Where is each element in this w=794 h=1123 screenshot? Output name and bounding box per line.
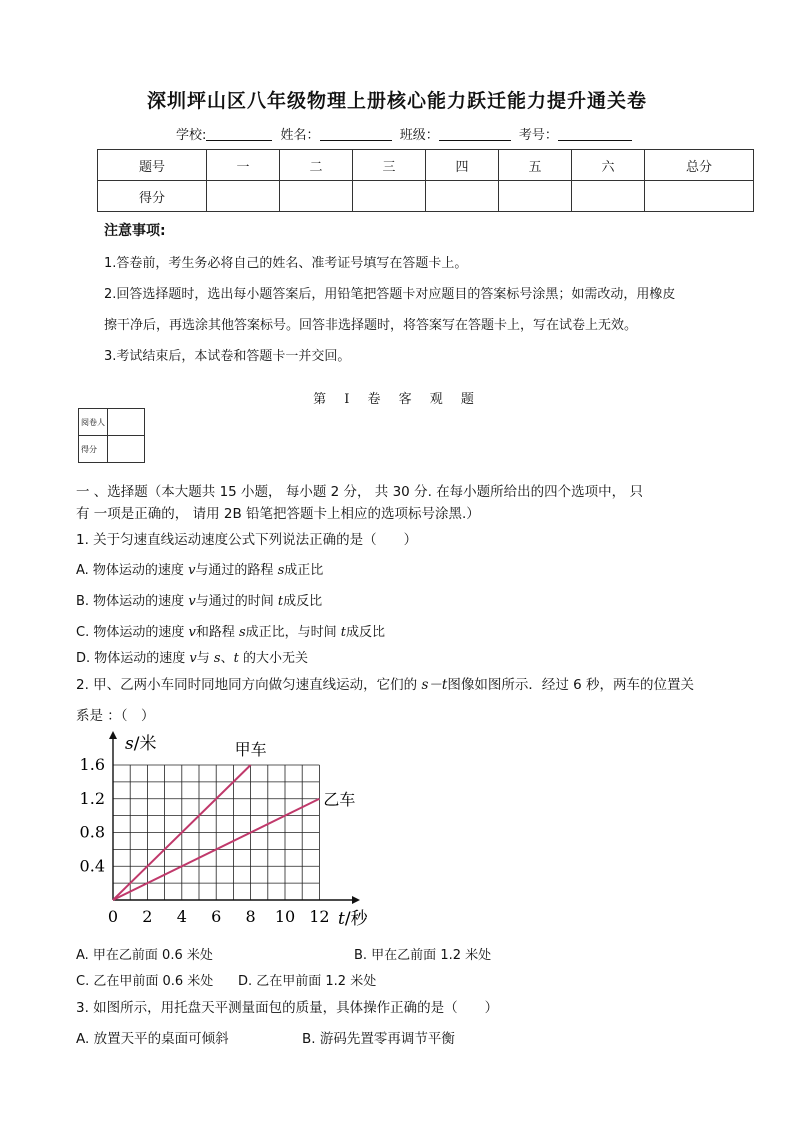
var: v — [188, 594, 196, 609]
q2-option-c[interactable]: C. 乙在甲前面 0.6 米处 — [76, 974, 214, 989]
part1-instructions-line1: 一 、选择题（本大题共 15 小题， 每小题 2 分， 共 30 分. 在每小题所给出的四个选项中， 只 — [76, 484, 643, 500]
y-axis-label — [125, 734, 156, 754]
grader-score-label: 得分 — [79, 436, 108, 463]
text: 与通过的路程 — [195, 563, 278, 578]
x-axis-unit: /秒 — [344, 909, 368, 929]
x-axis-label — [338, 909, 369, 929]
series-label-yi: 乙车 — [323, 789, 356, 809]
score-header-cell: 五 — [499, 150, 572, 181]
score-table — [97, 149, 754, 212]
text: 成正比 — [284, 563, 324, 578]
score-row-label: 得分 — [98, 181, 207, 212]
text: 和路程 — [195, 625, 239, 640]
x-axis-arrow — [352, 896, 360, 904]
var: v — [188, 563, 196, 578]
text: C. 物体运动的速度 — [76, 625, 189, 640]
text: 的大小无关 — [238, 651, 308, 666]
score-cell[interactable] — [499, 181, 572, 212]
q1-option-d[interactable] — [76, 647, 308, 666]
school-label: 学校: — [176, 128, 207, 143]
var: s — [213, 651, 221, 666]
q3-option-b[interactable]: B. 游码先置零再调节平衡 — [302, 1031, 455, 1047]
grader-table — [78, 408, 145, 463]
x-tick-label: 0 — [107, 907, 119, 926]
var: t — [233, 651, 239, 666]
score-header-cell: 一 — [207, 150, 280, 181]
q2-stem — [76, 673, 694, 693]
y-axis-var: s — [125, 734, 134, 754]
score-cell[interactable] — [280, 181, 353, 212]
part1-instructions-line2: 有 一项是正确的， 请用 2B 铅笔把答题卡上相应的选项标号涂黑.） — [76, 506, 480, 522]
x-tick-label: 2 — [142, 907, 153, 926]
score-cell[interactable] — [572, 181, 645, 212]
score-cell[interactable] — [353, 181, 426, 212]
note-line: 2.回答选择题时，选出每小题答案后，用铅笔把答题卡对应题目的答案标号涂黑；如需改动，用橡皮 — [104, 287, 676, 302]
q1-option-b[interactable] — [76, 590, 322, 609]
exam-number-blank[interactable] — [558, 126, 632, 141]
y-tick-label: 1.6 — [79, 755, 105, 774]
grader-score-cell[interactable] — [108, 436, 145, 463]
page-title: 深圳坪山区八年级物理上册核心能力跃迁能力提升通关卷 — [146, 90, 647, 112]
chart-grid — [113, 765, 319, 900]
score-header-cell: 六 — [572, 150, 645, 181]
score-cell[interactable] — [426, 181, 499, 212]
text: 与通过的时间 — [195, 594, 278, 609]
var: t — [340, 625, 347, 640]
y-tick-label: 0.8 — [79, 822, 105, 842]
score-table-header-row — [98, 150, 754, 181]
x-axis-var: t — [338, 909, 345, 929]
q3-option-a[interactable]: A. 放置天平的桌面可倾斜 — [76, 1031, 229, 1047]
q2-option-b[interactable]: B. 甲在乙前面 1.2 米处 — [354, 948, 492, 963]
text: B. 物体运动的速度 — [76, 594, 189, 609]
name-label: 姓名： — [280, 128, 320, 143]
var: s — [238, 625, 246, 640]
text: 2. 甲、乙两小车同时同地同方向做匀速直线运动，它们的 — [76, 677, 422, 693]
y-axis-arrow — [109, 731, 117, 739]
text: 、 — [220, 651, 234, 666]
text: 与 — [196, 651, 214, 666]
q1-option-a[interactable] — [76, 559, 323, 578]
y-tick-label: 1.2 — [79, 788, 105, 808]
var: s－t — [421, 677, 448, 693]
class-label: 班级： — [399, 128, 439, 143]
exam-number-label: 考号： — [518, 128, 558, 143]
note-line: 1.答卷前，考生务必将自己的姓名、准考证号填写在答题卡上。 — [104, 256, 468, 271]
var: s — [277, 563, 285, 578]
text: 成反比 — [283, 594, 323, 609]
q1-option-c[interactable] — [76, 621, 385, 640]
score-header-cell: 二 — [280, 150, 353, 181]
var: v — [188, 625, 196, 640]
score-cell[interactable] — [207, 181, 280, 212]
text: 图像如图所示．经过 6 秒，两车的位置关 — [447, 677, 694, 693]
q2-stem-line2: 系是 ：（ ） — [76, 708, 155, 724]
text: D. 物体运动的速度 — [76, 651, 190, 666]
class-blank[interactable] — [439, 126, 511, 141]
q1-stem: 1. 关于匀速直线运动速度公式下列说法正确的是（ ） — [76, 532, 418, 548]
x-tick-label: 4 — [176, 907, 187, 926]
series-label-jia: 甲车 — [234, 740, 267, 759]
x-tick-label: 8 — [245, 907, 256, 926]
note-line: 擦干净后，再选涂其他答案标号。回答非选择题时，将答案写在答题卡上，写在试卷上无效。 — [104, 318, 638, 333]
school-blank[interactable] — [206, 126, 272, 141]
name-blank[interactable] — [320, 126, 392, 141]
x-tick-label: 6 — [211, 907, 222, 926]
y-tick-label: 0.4 — [79, 856, 105, 876]
notes-heading: 注意事项: — [104, 223, 166, 239]
x-tick-label: 12 — [309, 907, 330, 926]
score-header-cell: 四 — [426, 150, 499, 181]
y-axis-unit: /米 — [133, 734, 157, 754]
score-header-cell: 三 — [353, 150, 426, 181]
student-info-line — [176, 124, 636, 143]
section-title: 第 I 卷 客 观 题 — [313, 392, 481, 407]
reviewer-label: 阅卷人 — [79, 409, 108, 436]
score-cell[interactable] — [645, 181, 754, 212]
q2-option-d[interactable]: D. 乙在甲前面 1.2 米处 — [238, 974, 377, 989]
x-tick-label: 10 — [274, 907, 296, 926]
text: 成正比，与时间 — [245, 625, 341, 640]
text: 成反比 — [346, 625, 386, 640]
reviewer-cell[interactable] — [108, 409, 145, 436]
var: v — [189, 651, 197, 666]
note-line: 3.考试结束后，本试卷和答题卡一并交回。 — [104, 349, 351, 364]
text: A. 物体运动的速度 — [76, 563, 189, 578]
score-header-cell: 题号 — [98, 150, 207, 181]
st-graph — [70, 725, 390, 935]
q3-stem: 3. 如图所示，用托盘天平测量面包的质量，具体操作正确的是（ ） — [76, 1000, 499, 1016]
var: t — [277, 594, 284, 609]
score-header-cell: 总分 — [645, 150, 754, 181]
score-table-score-row — [98, 181, 754, 212]
q2-option-a[interactable]: A. 甲在乙前面 0.6 米处 — [76, 948, 213, 963]
